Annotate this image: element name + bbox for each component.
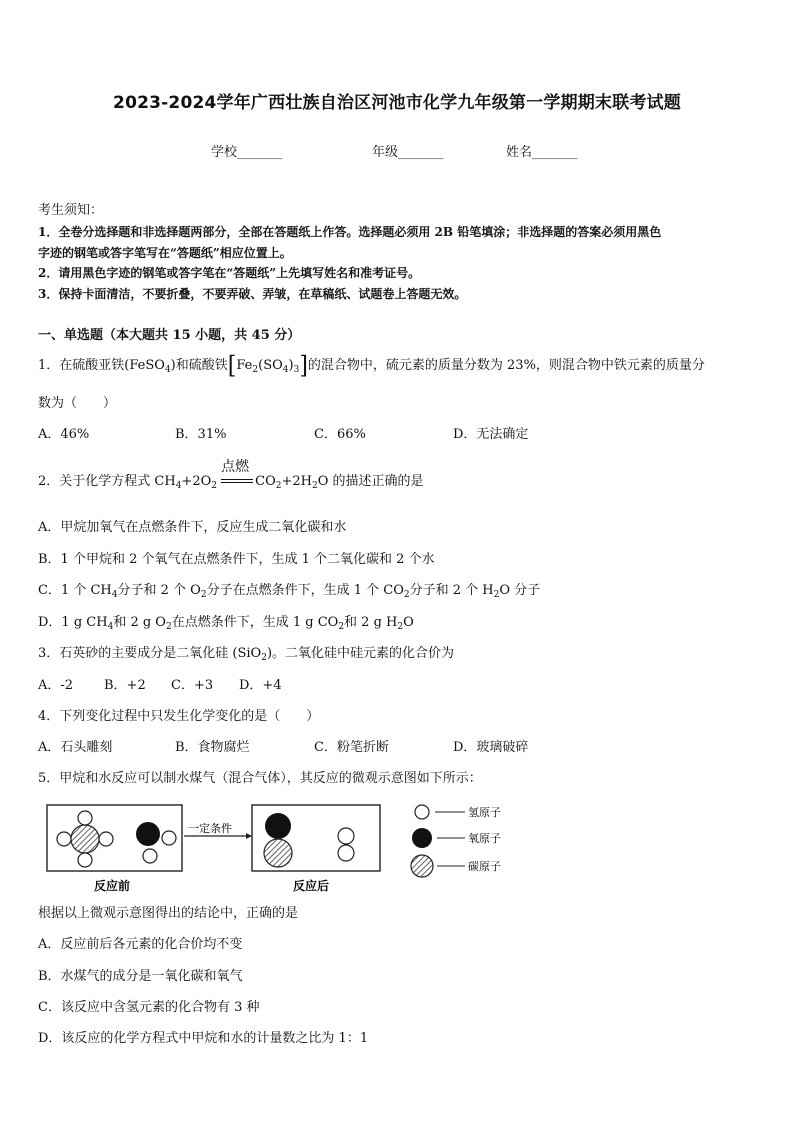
legend-carbon-icon (411, 855, 433, 877)
legend-oxygen-icon (412, 828, 432, 848)
q4-option-b[interactable]: B．食物腐烂 (175, 740, 250, 755)
before-caption: 反应前 (94, 879, 131, 893)
oxygen-atom (136, 822, 160, 846)
hydrogen-atom (143, 849, 157, 863)
legend-carbon-label: 碳原子 (468, 860, 501, 873)
q5-option-c[interactable]: C．该反应中含氢元素的化合物有 3 种 (38, 1000, 260, 1015)
q2-option-d[interactable]: D．1 g $CH_4$和 2 g $O_2$在点燃条件下，生成 1 g $CO_2$和 2 g $H_2O$ (38, 615, 414, 632)
q5-option-b[interactable]: B．水煤气的成分是一氧化碳和氧气 (38, 969, 243, 984)
notice-heading: 考生须知： (38, 203, 104, 218)
q5-option-d[interactable]: D．该反应的化学方程式中甲烷和水的计量数之比为 1：1 (38, 1031, 369, 1046)
q4-option-c[interactable]: C．粉笔折断 (314, 740, 389, 755)
page-title: 2023-2024学年广西壮族自治区河池市化学九年级第一学期期末联考试题 (113, 93, 681, 113)
q2-option-c[interactable]: C．1 个 $CH_4$分子和 2 个 $O_2$分子在点燃条件下，生成 1 个 $CO_2$分子和 2 个 $H_2O$ 分子 (38, 583, 541, 600)
q1-stem-cont: 数为（ ） (38, 396, 117, 411)
q2-reaction-condition: 点燃 (221, 473, 255, 491)
hydrogen-atom (78, 811, 92, 825)
q3-option-b[interactable]: B．+2 (104, 678, 146, 693)
q1-feso4-formula: (FeSO$_4$) (124, 358, 176, 375)
q1-post: 的混合物中，硫元素的质量分数为 23%，则混合物中铁元素的质量分 (307, 358, 705, 373)
q5-stem: 5．甲烷和水反应可以制水煤气（混合气体），其反应的微观示意图如下所示： (38, 771, 482, 786)
q3-option-d[interactable]: D．+4 (239, 678, 282, 693)
q1-mid: 和硫酸铁 (175, 358, 228, 373)
name-field: 姓名_______ (506, 145, 578, 160)
reaction-diagram (38, 795, 538, 897)
hydrogen-atom (99, 832, 113, 846)
section-heading: 一、单选题（本大题共 15 小题，共 45 分） (38, 328, 301, 343)
q1-option-a[interactable]: A．46% (38, 427, 90, 442)
arrow-label: 一定条件 (188, 822, 232, 835)
oxygen-atom (265, 813, 291, 839)
carbon-atom (71, 825, 99, 853)
legend-oxygen-label: 氧原子 (468, 832, 501, 845)
q2-option-b[interactable]: B．1 个甲烷和 2 个氧气在点燃条件下，生成 1 个二氧化碳和 2 个水 (38, 552, 435, 567)
q5-conclusion: 根据以上微观示意图得出的结论中，正确的是 (38, 906, 299, 921)
after-caption: 反应后 (293, 879, 330, 893)
q3-option-a[interactable]: A．-2 (38, 678, 74, 693)
q2-stem: 2．关于化学方程式 $CH_4+2O_2$ 点燃 $CO_2+2H_2O$ 的描述正确的是 (38, 459, 424, 491)
notice-line-2: 2．请用黑色字迹的钢笔或答字笔在“答题纸”上先填写姓名和准考证号。 (38, 266, 421, 280)
q1-option-c[interactable]: C．66% (314, 427, 366, 442)
q4-option-a[interactable]: A．石头雕刻 (38, 740, 113, 755)
hydrogen-atom (78, 853, 92, 867)
carbon-atom (264, 839, 292, 867)
notice-line-1a: 1．全卷分选择题和非选择题两部分，全部在答题纸上作答。选择题必须用 2B 铅笔填涂；非选择题的答案必须用黑色 (38, 225, 662, 239)
legend-hydrogen-label: 氢原子 (468, 806, 501, 819)
q3-option-c[interactable]: C．+3 (171, 678, 214, 693)
notice-line-1b: 字迹的钢笔或答字笔写在“答题纸”相应位置上。 (38, 246, 292, 260)
q1-fe2so43-formula: $Fe_2(SO_4)_3$ (236, 358, 300, 375)
q1-option-b[interactable]: B．31% (175, 427, 227, 442)
q1-pre: 1．在硫酸亚铁 (38, 358, 125, 373)
q4-stem: 4．下列变化过程中只发生化学变化的是（ ） (38, 709, 320, 724)
legend-hydrogen-icon (415, 805, 429, 819)
school-field: 学校_______ (211, 145, 283, 160)
q1-stem: 1．在硫酸亚铁(FeSO$_4$)和硫酸铁$[Fe_2(SO_4)_3]$的混合物中，硫元素的质量分数为 23%，则混合物中铁元素的质量分 (38, 352, 705, 381)
hydrogen-atom (338, 845, 354, 861)
hydrogen-atom (162, 831, 176, 845)
q4-option-d[interactable]: D．玻璃破碎 (453, 740, 529, 755)
grade-field: 年级_______ (372, 145, 444, 160)
q2-option-a[interactable]: A．甲烷加氧气在点燃条件下，反应生成二氧化碳和水 (38, 520, 347, 535)
q3-stem: 3．石英砂的主要成分是二氧化硅 (SiO$_2$)。二氧化硅中硅元素的化合价为 (38, 646, 455, 663)
q1-option-d[interactable]: D．无法确定 (453, 427, 529, 442)
q5-option-a[interactable]: A．反应前后各元素的化合价均不变 (38, 937, 243, 952)
notice-line-3: 3．保持卡面清洁，不要折叠，不要弄破、弄皱，在草稿纸、试题卷上答题无效。 (38, 287, 467, 301)
hydrogen-atom (338, 828, 354, 844)
hydrogen-atom (57, 832, 71, 846)
